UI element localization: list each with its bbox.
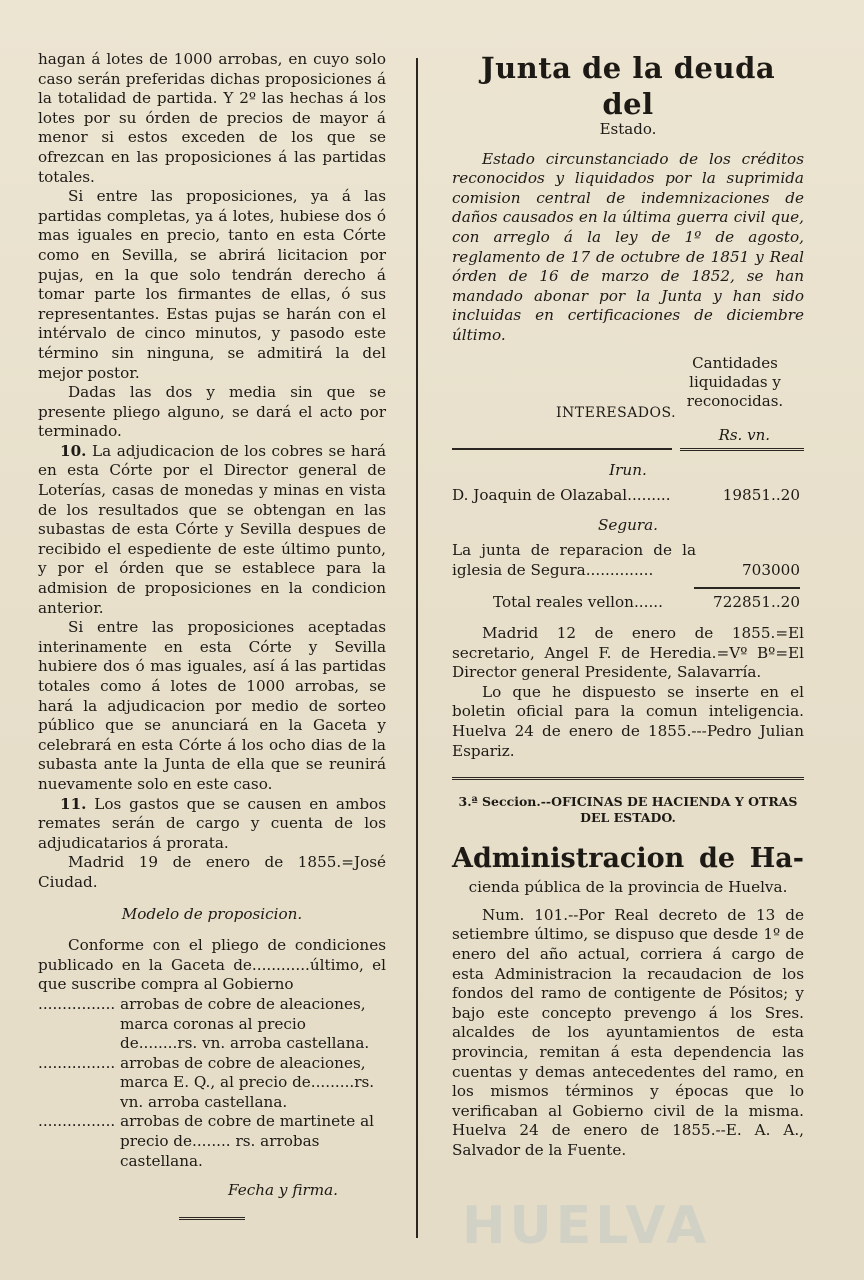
fecha-firma: Fecha y firma. [228,1181,338,1200]
modelo-line-martinete: ................ arrobas de cobre de martinete al precio de........ rs. arrobas castellana. [38,1112,374,1170]
num-101-notice: Num. 101.--Por Real decreto de 13 de setiembre último, se dispuso que desde 1º de enero del año actual, corriera á cargo de esta Administracion la recaudacion de los fondos del ramo de contigente de Pósitos; y bajo este concepto prevengo á los Sres. alcaldes de los ayuntamientos de esta provincia, remitan á esta dependencia las cuentas y demas antecedentes del ramo, en los mismos términos y épocas que lo verificaban al Gobierno civil de la misma. Huelva 24 de enero de 1855.--E. A. A., Salvador de la Fuente. [452,905,804,1159]
paragraph-sorteo: Si entre las proposiciones aceptadas interinamente en esta Córte y Sevilla hubiere dos ó mas iguales, así á las partidas totales como á lotes de 1000 arrobas, se hará la adjudicacion por medio de sorteo público que se anunciará en la Gaceta y celebrará en esta Córte á los ocho dias de la subasta ante la Junta de ella que se reunirá nuevamente solo en este caso. [38,618,386,793]
modelo-line-coronas: ................ arrobas de cobre de aleaciones, marca coronas al precio de........rs. vn. arroba castellana. [38,994,370,1053]
section-heading: 3.ª Seccion.--OFICINAS DE HACIENDA Y OTRAS DEL ESTADO. [458,794,798,826]
right-column [452,50,804,1161]
administracion-subtitle: cienda pública de la provincia de Huelva. [468,878,788,897]
paragraph-lotes: hagan á lotes de 1000 arrobas, en cuyo solo caso serán preferidas dichas proposiciones á la totalidad de partida. Y 2º las hechas á los lotes por su órden de precios de mayor á menor si estos exceden de los que se ofrezcan en las proposiciones á las partidas totales. [38,50,386,186]
condition-10 [38,442,386,618]
estado-intro: Estado circunstanciado de los créditos reconocidos y liquidados por la suprimida comision central de indemnizaciones de daños causados en la última guerra civil que, con arreglo á la ley de 1º de agosto, reglamento de 17 de octubre de 1851 y Real órden de 16 de marzo de 1852, se han mandado abonar por la Junta y han sido incluidas en certificaciones de diciembre último. [452,149,804,344]
junta-title: Junta de la deuda del [480,51,776,121]
table-header-rules [452,448,804,451]
paragraph-pujas: Si entre las proposiciones, ya á las partidas completas, ya á lotes, hubiese dos ó mas iguales en precio, tanto en esta Córte como en Sevilla, se abrirá licitacion por pujas, en la que solo tendrán derecho á tomar parte los firmantes de ellas, ó sus representantes. Estas pujas se harán con el intérvalo de cinco minutos, y pasodo este término sin ninguna, se admitirá la del mejor postor. [38,187,386,382]
end-rule-left [179,1217,245,1220]
left-signature: Madrid 19 de enero de 1855.=José Ciudad. [38,853,386,891]
section-rule [452,777,804,780]
table-row [452,541,804,580]
row-amount: 703000 [742,560,800,579]
paragraph-terminado: Dadas las dos y media sin que se presente pliego alguno, se dará el acto por terminado. [38,383,386,441]
table-total [452,587,804,613]
column-header-interesados: INTERESADOS. [556,404,677,421]
administracion-title: Administracion de Ha- [452,843,804,875]
town-segura: Segura. [597,515,659,534]
left-column [38,50,386,1220]
lo-que-dispuesto: Lo que he dispuesto se inserte en el boletin oficial para la comun inteligencia. Huelva 24 de enero de 1855.---Pedro Julian Espariz. [452,682,804,760]
library-watermark: HUELVA [462,1196,711,1256]
column-header-amount: Cantidades liquidadas y reconocidas. [686,353,784,410]
condition-10-text: La adjudicacion de los cobres se hará en esta Córte por el Director general de Loterías, casas de monedas y minas en vista de los resultados que se obtengan en las subastas de esta Córte y Sevilla despues de recibido el espediente de este último punto, y por el órden que se establece para la admision de proposiciones en la condicion anterior. [38,441,387,617]
modelo-intro: Conforme con el pliego de condiciones publicado en la Gaceta de............último, el que suscribe compra al Gobierno [38,936,386,994]
column-header-unit: Rs. vn. [718,425,770,444]
madrid-signature: Madrid 12 de enero de 1855.=El secretario, Angel F. de Heredia.=Vº Bº=El Director general Presidente, Salavarría. [452,624,804,682]
row-name: La junta de reparacion de la iglesia de Segura.............. [452,541,696,579]
total-label: Total reales vellon...... [493,592,663,611]
total-amount: 722851..20 [713,592,800,611]
condition-11 [38,795,386,854]
row-amount: 19851..20 [722,486,800,505]
condition-11-text: Los gastos que se causen en ambos remates serán de cargo y cuenta de los adjudicatarios á prorata. [38,794,386,852]
row-name: D. Joaquin de Olazabal......... [452,486,671,505]
town-irun: Irun. [609,460,647,479]
table-header [452,354,804,448]
table-row [452,486,804,506]
junta-subtitle: Estado. [599,120,657,138]
modelo-line-eq: ................ arrobas de cobre de aleaciones, marca E. Q., al precio de.........rs. vn. arroba castellana. [38,1053,375,1111]
condition-11-number: 11. [60,794,87,813]
column-divider [416,58,418,1238]
modelo-title: Modelo de proposicion. [121,904,303,923]
condition-10-number: 10. [60,441,87,460]
